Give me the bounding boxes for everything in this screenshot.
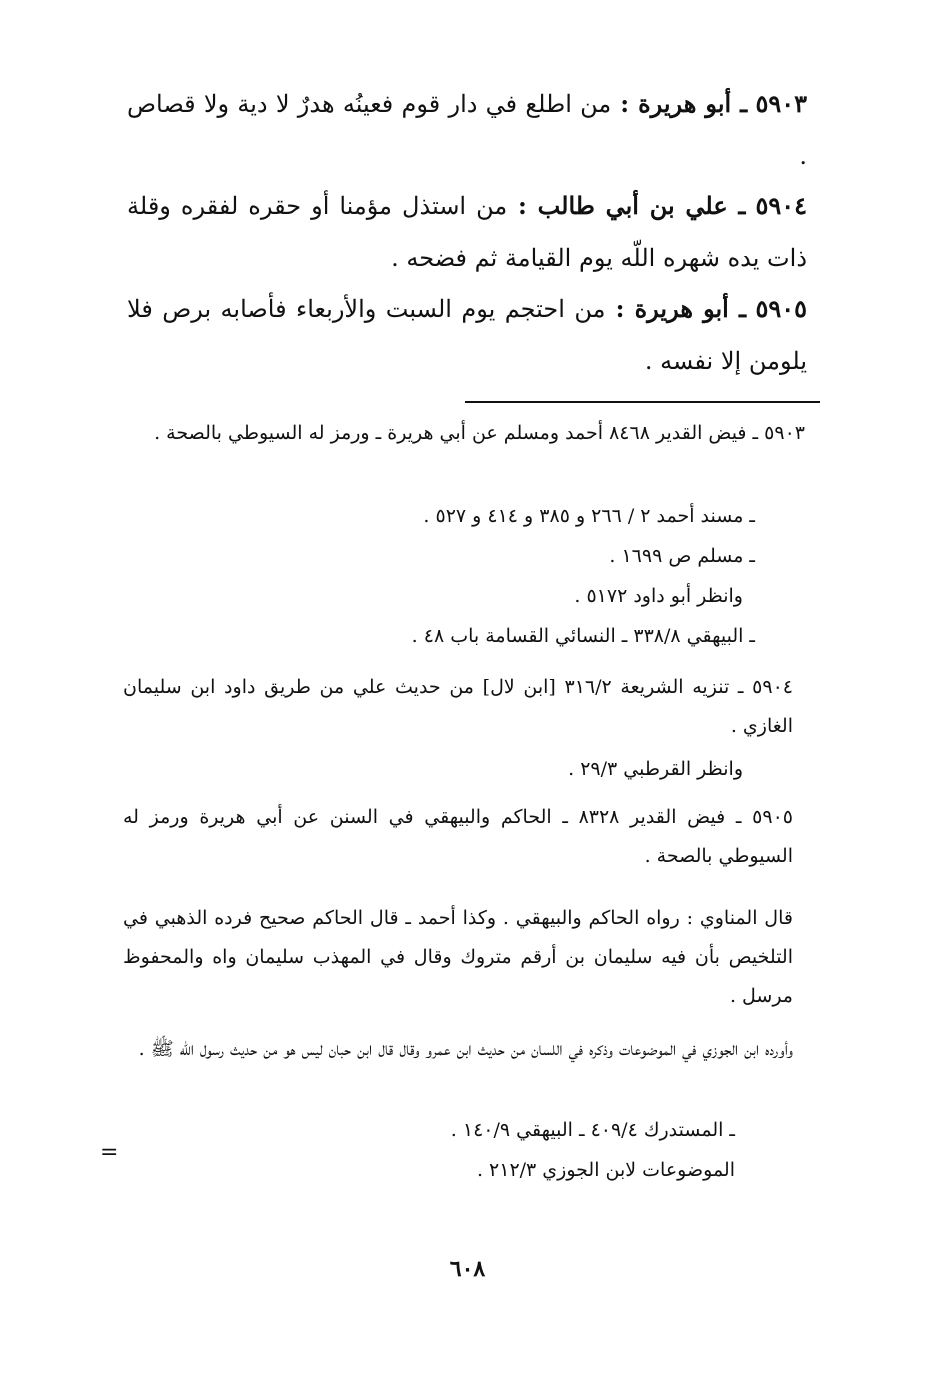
page-number: ٦٠٨	[449, 1256, 486, 1282]
footnote-paragraph: ٥٩٠٥ ـ فيض القدير ٨٣٢٨ ـ الحاكم والبيهقي في السنن عن أبي هريرة ورمز له السيوطي بالصحة .	[123, 806, 793, 867]
footnote-paragraph: ٥٩٠٣ ـ فيض القدير ٨٤٦٨ أحمد ومسلم عن أبي هريرة ـ ورمز له السيوطي بالصحة .	[154, 422, 805, 444]
hadith-number: ٥٩٠٥	[755, 294, 807, 323]
footnote-line: ـ المستدرك ٤٠٩/٤ ـ البيهقي ١٤٠/٩ .	[450, 1119, 735, 1141]
footnote-line: ـ البيهقي ٣٣٨/٨ ـ النسائي القسامة باب ٤٨ .	[411, 625, 755, 647]
hadith-text: من استذل مؤمنا أو حقره لفقره وقلة ذات يده شهره اللّه يوم القيامة ثم فضحه .	[127, 192, 807, 272]
hadith-number: ٥٩٠٣	[755, 89, 808, 118]
continuation-mark: =	[100, 1140, 119, 1165]
hadith-number: ٥٩٠٤	[755, 191, 808, 220]
hadith-text: من اطلع في دار قوم فعينُه هدرٌ لا دية ولا قصاص .	[127, 90, 807, 170]
hadith-narrator: أبو هريرة	[638, 89, 732, 118]
footnote-separator	[465, 401, 820, 403]
hadith-entry: ٥٩٠٤ ـ علي بن أبي طالب : من استذل مؤمنا أو حقره لفقره وقلة ذات يده شهره اللّه يوم القيامة ثم فضحه .	[127, 191, 808, 272]
footnote-line: الموضوعات لابن الجوزي ٢١٢/٣ .	[476, 1159, 735, 1181]
footnote-paragraph: وأورده ابن الجوزي في الموضوعات وذكره في اللسان من حديث ابن عمرو وقال قال ابن حبان ليس هو من حديث رسول اللّه ﷺ .	[138, 1038, 793, 1060]
footnote-line: وانظر القرطبي ٢٩/٣ .	[568, 758, 743, 780]
footnote-line: ـ مسلم ص ١٦٩٩ .	[609, 545, 755, 567]
hadith-entry: ٥٩٠٣ ـ أبو هريرة : من اطلع في دار قوم فعينُه هدرٌ لا دية ولا قصاص .	[127, 89, 808, 170]
footnote-paragraph: ٥٩٠٤ ـ تنزيه الشريعة ٣١٦/٢ [ابن لال] من حديث علي من طريق داود ابن سليمان الغازي .	[123, 676, 793, 737]
hadith-text: من احتجم يوم السبت والأربعاء فأصابه برص فلا يلومن إلا نفسه .	[127, 295, 807, 375]
footnote-line: ـ مسند أحمد ٢ / ٢٦٦ و ٣٨٥ و ٤١٤ و ٥٢٧ .	[423, 505, 755, 527]
hadith-entry: ٥٩٠٥ ـ أبو هريرة : من احتجم يوم السبت والأربعاء فأصابه برص فلا يلومن إلا نفسه .	[127, 294, 807, 375]
hadith-narrator: أبو هريرة	[634, 294, 729, 323]
hadith-narrator: علي بن أبي طالب	[537, 191, 728, 220]
footnote-paragraph: قال المناوي : رواه الحاكم والبيهقي . وكذا أحمد ـ قال الحاكم صحيح فرده الذهبي في التلخيص بأن فيه سليمان بن أرقم متروك وقال في المهذب سليمان واه والمحفوظ مرسل .	[123, 907, 793, 1007]
footnote-line: وانظر أبو داود ٥١٧٢ .	[574, 585, 743, 607]
